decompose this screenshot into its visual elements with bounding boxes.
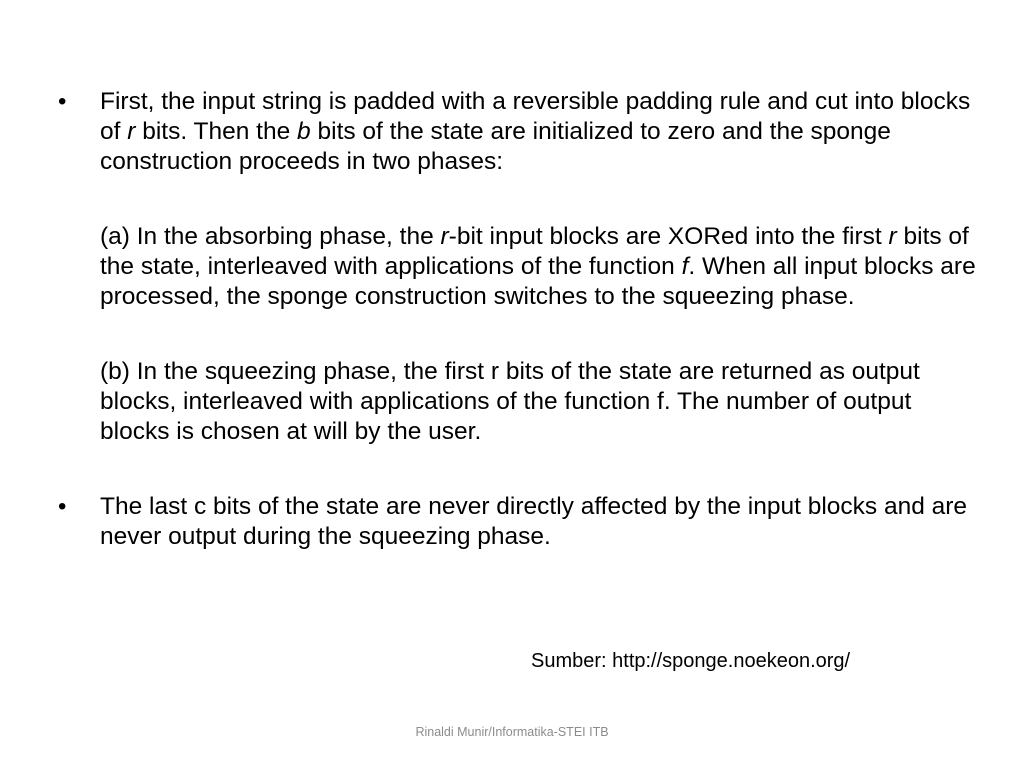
variable-r: r (888, 223, 897, 250)
variable-r: r (127, 118, 136, 145)
slide-footer: Rinaldi Munir/Informatika-STEI ITB (415, 725, 609, 739)
text-run: -bit input blocks are XORed into the first (448, 223, 889, 250)
paragraph-absorbing-phase (100, 222, 978, 312)
text-run: (a) In the absorbing phase, the (100, 223, 441, 250)
text-run: bits of the state, interleaved with applications of the function (100, 223, 969, 280)
paragraph-squeezing-phase: (b) In the squeezing phase, the first r bits of the state are returned as output blocks, interleaved with applications of the function f. The number of output blocks is chosen at will by the user. (100, 358, 920, 445)
bullet-item-capacity (58, 492, 978, 552)
text-run: bits of the state are initialized to zero and the sponge construction proceeds in two phases: (100, 118, 891, 175)
bullet-text-padding (100, 87, 978, 177)
variable-b: b (297, 118, 311, 145)
bullet-text-capacity: The last c bits of the state are never directly affected by the input blocks and are never output during the squeezing phase. (100, 493, 968, 550)
variable-r: r (440, 223, 449, 250)
variable-f: f (681, 253, 689, 280)
text-run: bits. Then the (135, 118, 298, 145)
bullet-item-padding (58, 87, 978, 177)
bullet-icon: • (58, 493, 67, 520)
source-citation: Sumber: http://sponge.noekeon.org/ (531, 650, 851, 672)
text-run: . When all input blocks are processed, the sponge construction switches to the squeezing phase. (100, 253, 976, 310)
text-run: First, the input string is padded with a reversible padding rule and cut into blocks of (100, 88, 971, 145)
slide-content (58, 87, 978, 552)
bullet-icon: • (58, 88, 67, 115)
